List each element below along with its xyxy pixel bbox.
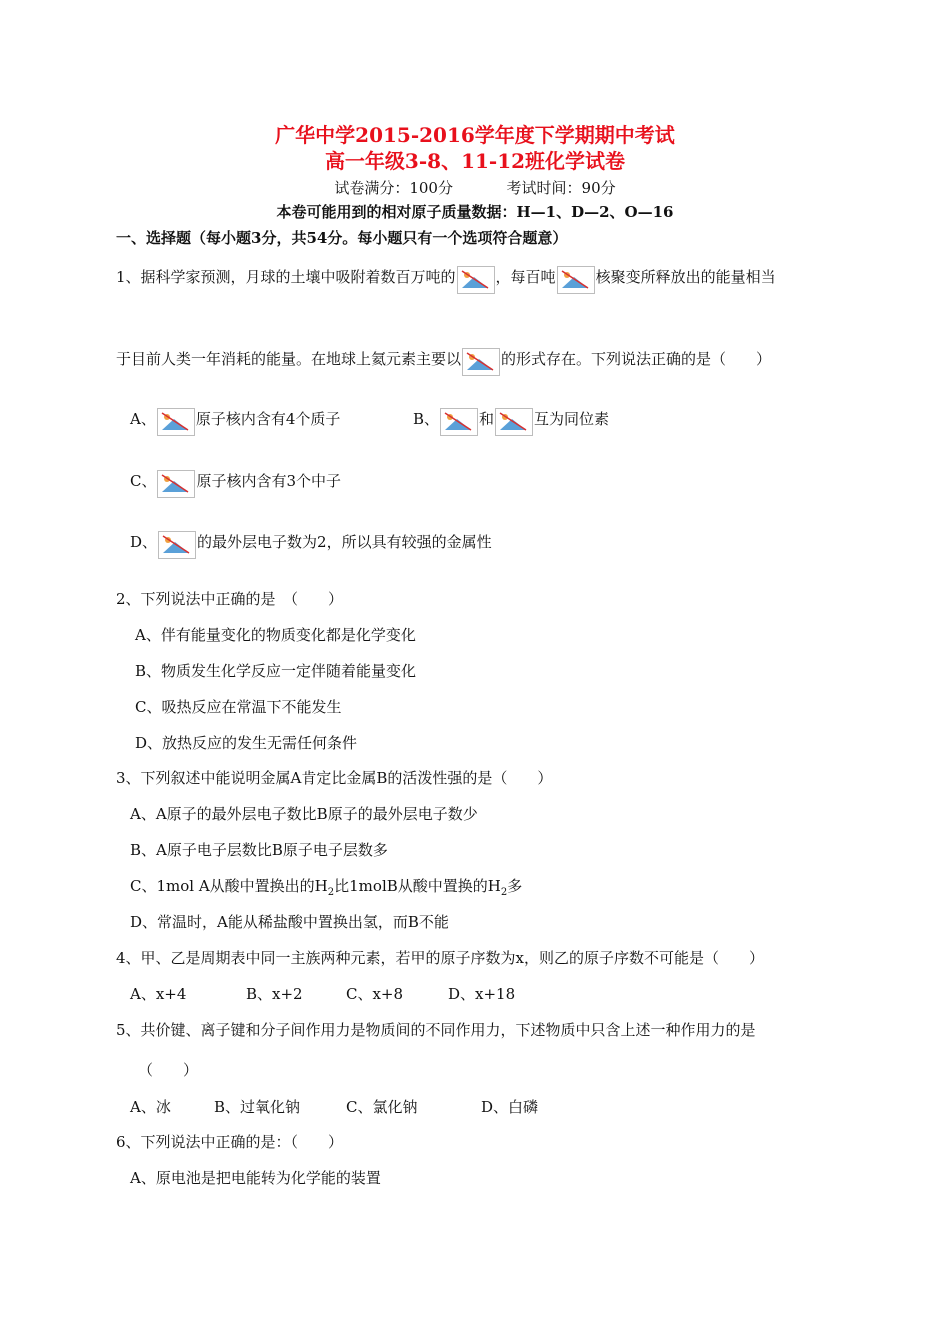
option-text: 原子核内含有3个中子 bbox=[196, 472, 342, 490]
q5-option-a: A、冰 bbox=[130, 1098, 171, 1116]
q1-stem-line2 bbox=[116, 348, 771, 376]
option-text: 的最外层电子数为2，所以具有较强的金属性 bbox=[197, 533, 492, 551]
atomic-mass-note: 本卷可能用到的相对原子质量数据：H—1、D—2、O—16 bbox=[276, 203, 674, 221]
option-text: 多 bbox=[507, 877, 523, 895]
exam-title-line2: 高一年级3-8、11-12班化学试卷 bbox=[324, 149, 626, 173]
formula-image-icon bbox=[158, 531, 196, 559]
q3-option-d: D、常温时，A能从稀盐酸中置换出氢，而B不能 bbox=[130, 913, 449, 931]
formula-image-icon bbox=[495, 408, 533, 436]
subscript: 2 bbox=[327, 887, 335, 898]
q3-option-a: A、A原子的最外层电子数比B原子的最外层电子数少 bbox=[130, 805, 478, 823]
q5-option-c: C、氯化钠 bbox=[346, 1098, 418, 1116]
section-heading: 一、选择题（每小题3分，共54分。每小题只有一个选项符合题意） bbox=[116, 229, 568, 247]
q2-stem: 2、下列说法中正确的是 （ ） bbox=[116, 590, 344, 608]
subscript: 2 bbox=[500, 887, 508, 898]
formula-image-icon bbox=[157, 408, 195, 436]
q2-option-c: C、吸热反应在常温下不能发生 bbox=[135, 698, 342, 716]
q1-stem-line1 bbox=[116, 266, 776, 294]
q1-text-a: 1、据科学家预测，月球的土壤中吸附着数百万吨的 bbox=[116, 268, 456, 286]
q1-text-e: 的形式存在。下列说法正确的是（ ） bbox=[501, 350, 772, 368]
option-label: D、 bbox=[130, 533, 158, 551]
q1-option-a bbox=[130, 408, 340, 436]
q6-option-a: A、原电池是把电能转为化学能的装置 bbox=[130, 1169, 381, 1187]
q5-option-d: D、白磷 bbox=[481, 1098, 539, 1116]
q1-option-b bbox=[413, 408, 609, 436]
formula-image-icon bbox=[440, 408, 478, 436]
score-info: 试卷满分：100分 bbox=[334, 179, 453, 197]
q6-stem: 6、下列说法中正确的是：（ ） bbox=[116, 1133, 344, 1151]
q4-option-a: A、x+4 bbox=[130, 985, 187, 1003]
q1-text-b: ，每百吨 bbox=[495, 268, 556, 286]
q5-option-b: B、过氧化钠 bbox=[214, 1098, 301, 1116]
q1-text-c: 核聚变所释放出的能量相当 bbox=[595, 268, 776, 286]
exam-title-line1: 广华中学2015-2016学年度下学期期中考试 bbox=[275, 123, 675, 147]
formula-image-icon bbox=[457, 266, 495, 294]
q5-answer-paren: （ ） bbox=[138, 1061, 199, 1079]
q2-option-b: B、物质发生化学反应一定伴随着能量变化 bbox=[135, 662, 417, 680]
option-text: C、1mol A从酸中置换出的H bbox=[130, 877, 328, 895]
q3-option-b: B、A原子电子层数比B原子电子层数多 bbox=[130, 841, 388, 859]
formula-image-icon bbox=[157, 470, 195, 498]
q4-option-d: D、x+18 bbox=[448, 985, 516, 1003]
q2-option-d: D、放热反应的发生无需任何条件 bbox=[135, 734, 358, 752]
formula-image-icon bbox=[557, 266, 595, 294]
option-text: 原子核内含有4个质子 bbox=[195, 410, 341, 428]
q1-option-d bbox=[130, 531, 492, 559]
q1-option-c bbox=[130, 470, 341, 498]
q2-option-a: A、伴有能量变化的物质变化都是化学变化 bbox=[135, 626, 416, 644]
option-label: B、 bbox=[413, 410, 440, 428]
q1-text-d: 于目前人类一年消耗的能量。在地球上氦元素主要以 bbox=[116, 350, 462, 368]
exam-info bbox=[0, 178, 950, 198]
q4-option-b: B、x+2 bbox=[246, 985, 303, 1003]
option-text: 互为同位素 bbox=[534, 410, 610, 428]
option-label: A、 bbox=[130, 410, 156, 428]
option-text: 比1molB从酸中置换的H bbox=[334, 877, 501, 895]
option-text: 和 bbox=[479, 410, 495, 428]
q4-stem: 4、甲、乙是周期表中同一主族两种元素，若甲的原子序数为x，则乙的原子序数不可能是（ ） bbox=[116, 949, 765, 967]
q3-stem: 3、下列叙述中能说明金属A肯定比金属B的活泼性强的是（ ） bbox=[116, 769, 553, 787]
q4-option-c: C、x+8 bbox=[346, 985, 404, 1003]
formula-image-icon bbox=[462, 348, 500, 376]
q3-option-c bbox=[130, 876, 522, 903]
q5-stem: 5、共价键、离子键和分子间作用力是物质间的不同作用力，下述物质中只含上述一种作用力的是 bbox=[116, 1021, 756, 1039]
option-label: C、 bbox=[130, 472, 157, 490]
time-info: 考试时间：90分 bbox=[506, 179, 616, 197]
